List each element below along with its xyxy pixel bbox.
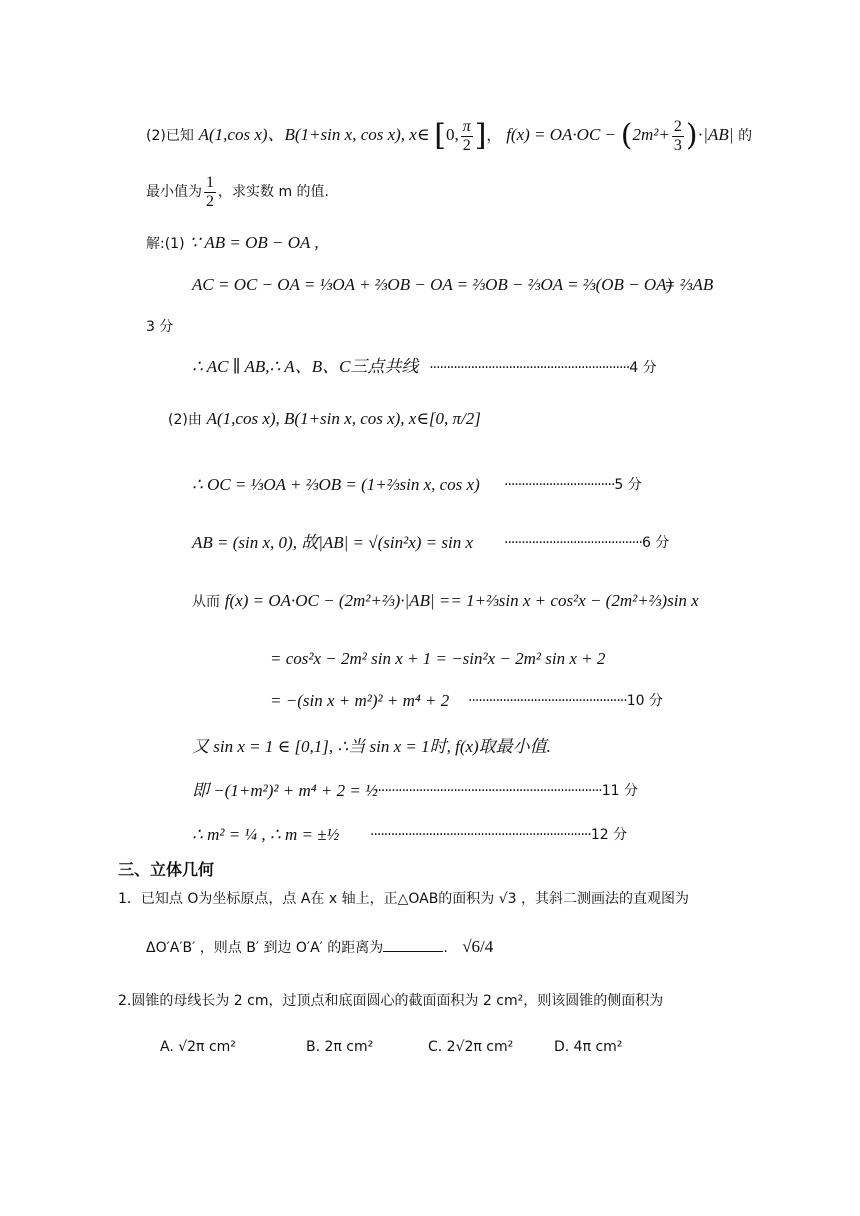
score-3: 3 分 — [146, 319, 174, 335]
solution-line1: 解:(1) ∵ AB = OB − OA , — [146, 233, 319, 252]
collinear-line: ∴ AC ∥ AB,∴ A、B、C三点共线 ··························································4 分 — [192, 357, 657, 376]
score-6: ········································6 分 — [504, 535, 670, 551]
option-b[interactable]: B. 2π cm² — [306, 1039, 374, 1055]
eq2-line: = −(sin x + m²)² + m⁴ + 2 — [270, 691, 450, 710]
problem-part2-line1: (2)已知 A(1,cos x)、B(1+sin x, cos x), x∈ [0, $\frac{\pi}{2}$ ]， f(x) = OA·OC − (2m²+ $\frac{2}{3}$ )·|AB| 的 — [146, 118, 753, 154]
problem-part2-line2: 最小值为 $\frac{1}{2}$ ，求实数 m 的值. — [146, 174, 329, 210]
oc-line: ∴ OC = ⅓OA + ⅔OB = (1+⅔sin x, cos x) — [192, 475, 480, 494]
option-a[interactable]: A. √2π cm² — [160, 1039, 236, 1055]
score-12: ································································12 分 — [370, 827, 628, 843]
question-1-line1: 1．已知点 O为坐标原点，点 A在 x 轴上，正△OAB的面积为 √3 ，其斜二测画法的直观图为 — [118, 891, 690, 907]
solution-line2b: = ⅔AB — [664, 275, 714, 294]
score-5: ································5 分 — [504, 477, 642, 493]
solution-part2-line: (2)由 A(1,cos x), B(1+sin x, cos x), x∈[0, π/2] — [168, 409, 481, 428]
f-expansion-line: 从而 f(x) = OA·OC − (2m²+⅔)·|AB| == 1+⅔sin x + cos²x − (2m²+⅔)sin x — [192, 591, 699, 610]
answer-blank[interactable] — [383, 939, 443, 952]
question-1-answer: √6/4 — [462, 937, 494, 956]
question-1-line2: ΔO′A′B′ ，则点 B′ 到边 O′A′ 的距离为 . √6/4 — [146, 937, 494, 956]
also-line: 又 sin x = 1 ∈ [0,1], ∴当 sin x = 1时, f(x)取最小值. — [192, 737, 551, 756]
question-2: 2.圆锥的母线长为 2 cm，过顶点和底面圆心的截面面积为 2 cm²，则该圆锥的侧面积为 — [118, 993, 664, 1009]
score-11: ··································································11 分 — [374, 783, 638, 799]
points-condition: A(1,cos x)、B(1+sin x, cos x), x∈ — [198, 125, 430, 145]
score-10: ··············································10 分 — [468, 693, 663, 709]
eq4-line: ∴ m² = ¼ , ∴ m = ±½ — [192, 825, 340, 844]
eq3-line: 即 −(1+m²)² + m⁴ + 2 = ½ — [192, 781, 378, 800]
f-definition: f(x) = OA·OC − — [506, 125, 617, 145]
option-d[interactable]: D. 4π cm² — [554, 1039, 623, 1055]
section-title: 三、立体几何 — [118, 860, 215, 879]
ab-line: AB = (sin x, 0), 故|AB| = √(sin²x) = sin x — [192, 533, 474, 552]
solution-line2: AC = OC − OA = ⅓OA + ⅔OB − OA = ⅔OB − ⅔OA = ⅔(OB − OA) — [192, 275, 673, 294]
eq1-line: = cos²x − 2m² sin x + 1 = −sin²x − 2m² sin x + 2 — [270, 649, 606, 668]
option-c[interactable]: C. 2√2π cm² — [428, 1039, 514, 1055]
